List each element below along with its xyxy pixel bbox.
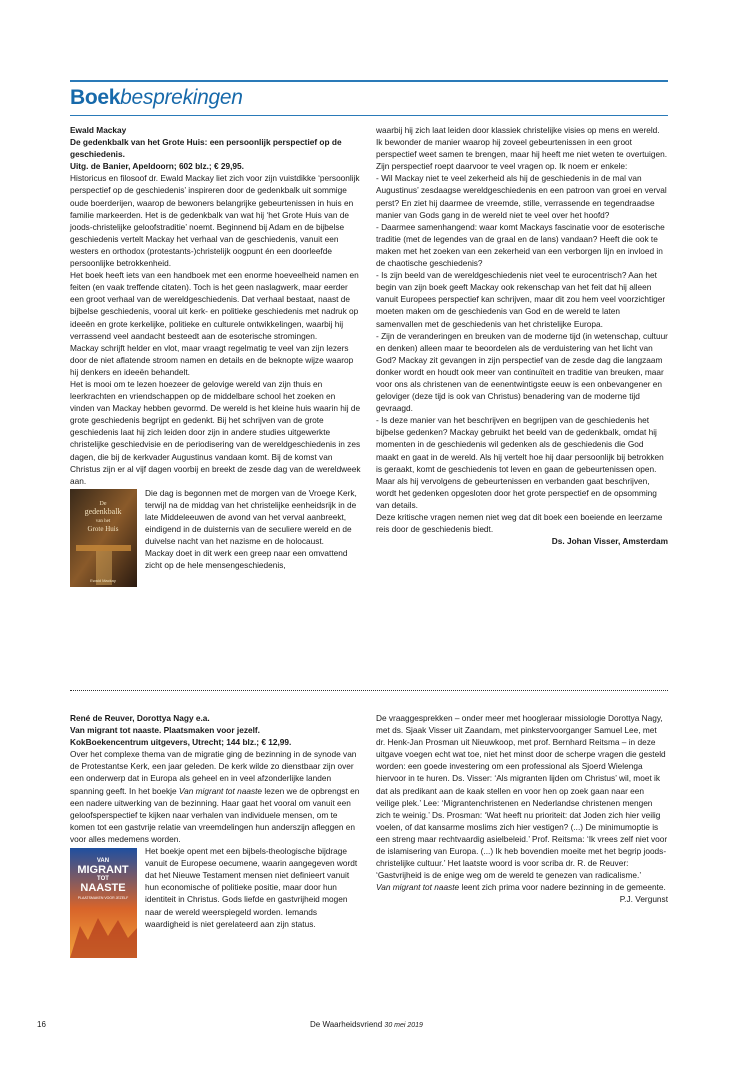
review2-paragraph: Het boekje opent met een bijbels-theologische bijdrage vanuit de Europese oecumene, waarin aangegeven wordt dat het Nieuwe Testament mensen niet definieert vanuit hun economische of politieke positie, maar door hun identiteit in Christus. Gods liefde en gastvrijheid mogen naar de wereld weerspiegeld worden. Iemands waardigheid is niet gerelateerd aan zijn status. [145, 846, 358, 929]
review1-paragraph: Mackay schrijft helder en vlot, maar vraagt regelmatig te veel van zijn lezers door de niet aflatende stroom namen en details en de beknopte wijze waarop hij denkers en ideeën behandelt. [70, 342, 354, 377]
review1-author: Ewald Mackay [70, 125, 127, 135]
cover1-line4: Grote Huis [87, 524, 119, 533]
review2-paragraph: De vraaggesprekken – onder meer met hoogleraar missiologie Dorottya Nagy, met ds. Sjaak Visser uit Zaandam, met pinkstervoorganger Samuel Lee, met dr. Henk-Jan Prosman uit Nieuwkoop, met prof. Bernhard Reitsma – in deze uitgave voegen echt wat toe, niet het minst door de scherpe vragen die gesteld worden: een goede investering om een professional als Sjoerd Wielenga hiervoor in te huren. Ds. Visser: ‘Als migranten lijden om Christus’ wil, moet ik dat als predikant aan de kaak stellen en voor hen op zoek gaan naar een veilige plek.’ Lee: ‘Migrantenchristenen en Nederlandse christenen mengen zich te weinig.’ Ds. Prosman: ‘Wat heeft nu prioriteit: dat Joden zich hier veilig voelen, of dat kansarme moslims zich hier vestigen? (...) De minimumoptie is een streng maar rechtvaardig asielbeleid.’ Prof. Reitsma: ‘Ik vrees zelf niet voor de islamisering van Europa. (...) Ik heb bovendien moeite met het begrip joods-christelijke cultuur.’ Het laatste woord is voor scriba dr. R. de Reuver: ‘Gastvrijheid is de enige weg om de wereld te genezen van radicalisme.’ [376, 713, 668, 881]
cover1-line2: gedenkbalk [84, 506, 122, 516]
footer-magazine [310, 1020, 423, 1029]
review2-intro-booktitle: Van migrant tot naaste [178, 785, 263, 796]
issue-date: 30 mei 2019 [384, 1022, 423, 1029]
review2-closing-rest: leent zich prima voor nadere bezinning in de gemeente. [459, 882, 666, 893]
section-title-bold: Boek [70, 86, 121, 109]
review1-paragraph: waarbij hij zich laat leiden door klassiek christelijke visies op mens en wereld. Ik bewonder de manier waarop hij zoveel gebeurtenissen in een groot perspectief weet samen te brengen, maar hij heeft me niet weten te overtuigen. Zijn perspectief roept daarvoor te veel vragen op. Ik noem er enkele: [376, 125, 668, 172]
review2-intro [70, 748, 361, 845]
review1-publisher: Uitg. de Banier, Apeldoorn; 602 blz.; € 29,95. [70, 161, 244, 172]
review2-closing [376, 881, 668, 893]
review1-title: De gedenkbalk van het Grote Huis: een persoonlijk perspectief op de geschiedenis. [70, 137, 342, 160]
review2-closing-booktitle: Van migrant tot naaste [376, 882, 460, 893]
review2-author: René de Reuver, Dorottya Nagy e.a. [70, 713, 210, 723]
review1-paragraph: Deze kritische vragen nemen niet weg dat dit boek een boeiende en leerzame reis door de geschiedenis biedt. [376, 512, 663, 535]
section-title-italic: besprekingen [120, 86, 243, 109]
cover1-line1: De [99, 500, 107, 507]
review1-paragraph: - Wil Mackay niet te veel zekerheid als hij de geschiedenis in de mal van Augustinus’ zesdaagse wereldgeschiedenis en een patroon van groei en verval perst? En ziet hij daarmee de vreemde, stille, verrassende en tegendraadse manier van Gods gang in de wereld niet te veel over het hoofd? [376, 173, 667, 220]
cover1-author: Ewald Mackay [90, 577, 116, 583]
review1-signature: Ds. Johan Visser, Amsterdam [551, 536, 668, 547]
header-rule-bottom [70, 115, 668, 116]
review2-intro-part: Over het complexe thema van de migratie ging de bezinning in de synode van de Protestantse Kerk, een jaar geleden. De kerk wilde zo dienstbaar zijn over een onderwerp dat in Europa als geheel en in veel afzonderlijke landen spanning geeft. In het boekje [70, 749, 357, 796]
review2-signature: P.J. Vergunst [619, 894, 668, 905]
review2-title: Van migrant tot naaste. Plaatsmaken voor jezelf. [70, 725, 260, 736]
header-rule-top [70, 80, 668, 82]
cover1-line3: van het [95, 518, 111, 524]
review1-paragraph: - Is deze manier van het beschrijven en begrijpen van de geschiedenis het bijbelse gedenken? Mackay gebruikt het beeld van de gedenkbalk, omdat hij momenten in de geschiedenis wil gedenken als de geschiedenis die God maakt en gaat in de wereld. Als hij vertelt hoe hij daar persoonlijk bij betrokken is geraakt, komt de geschiedenis tot leven en gaan de gebeurtenissen open. Maar als hij vervolgens de gebeurtenissen en verbanden gaat beschrijven, wordt het gedenken opgesloten door het grote perspectief en de opsomming van details. [376, 415, 664, 510]
review2-intro-part: lezen we de opbrengst en een nadere uitwerking van de bezinning. Haar gaat het vooral om vanuit een geloofsperspectief te kijken naar verhalen van individuele mensen, om te komen tot een gastvrije relatie van vreemdelingen hun anderszijn afleggen en voor alles medemens worden. [70, 785, 360, 844]
review1-paragraph: Historicus en filosoof dr. Ewald Mackay liet zich voor zijn vuistdikke ‘persoonlijk perspectief op de geschiedenis’ inspireren door de gedenkbalk uit sommige oude boerderijen, waarop de bewoners belangrijke gebeurtenissen in huis en familie markeerden. Het is de gedenkbalk van wat hij ‘het Grote Huis van de joods-christelijke geloofstraditie’ noemt. Beginnend bij Adam en de bijbelse geschiedenis vertelt Mackay het verhaal van de geschiedenis, vanuit een westers en orthodox (protestants-)christelijk oogpunt én een doorleefde persoonlijke betrokkenheid. [70, 173, 360, 269]
cover2-line4: NAASTE [80, 882, 126, 895]
review2-right-column [376, 712, 668, 906]
review1-paragraph: Het boek heeft iets van een handboek met een enorme hoeveelheid namen en feiten (en vaak treffende citaten). Toch is het geen naslagwerk, maar eerder een groot verhaal van de wereldgeschiedenis. Dat verhaal bestaat, naast de bijbelse geschiedenis, vooral uit kerk- en politieke geschiedenis met nadruk op ideeën en grote kerkelijke, politieke en culturele ontwikkelingen, waarbij hij verrassend veel aandacht besteedt aan de esoterische stromingen. [70, 270, 359, 341]
cover2-line3: TOT [97, 876, 109, 883]
review1-paragraph: Die dag is begonnen met de morgen van de Vroege Kerk, terwijl na de middag van het christelijke eenheidsrijk in de late Middeleeuwen de avond van het verval aanbreekt, eindigend in de duisternis van de seculiere wereld en de duivelse nacht van het nazisme en de holocaust. [145, 487, 357, 547]
cover2-line2: MIGRANT [77, 864, 129, 877]
page-number: 16 [37, 1020, 46, 1029]
review1-paragraph: - Zijn de veranderingen en breuken van de moderne tijd (in wetenschap, cultuur en denken) alleen maar te beoordelen als de verduistering van het licht van God? Mackay zit gevangen in zijn perspectief van de zesde dag die langzaam donker wordt en houdt ook meer van continuïteit en traditie van breuken, maar voor ons als christenen van de eenentwintigste eeuw is een onbevangener en geloviger (deze tijd is ook van Christus) benadering van de moderne tijd gevraagd. [376, 330, 668, 414]
review1-paragraph: Mackay doet in dit werk een greep naar een omvattend zicht op de hele mensengeschiedenis, [145, 548, 348, 571]
review1-right-column [376, 124, 668, 547]
book-cover-van-migrant [70, 848, 137, 961]
review2-publisher: KokBoekencentrum uitgevers, Utrecht; 144 blz.; € 12,99. [70, 737, 292, 748]
review1-paragraph: - Daarmee samenhangend: waar komt Mackays fascinatie voor de esoterische traditie (met de legendes van de graal en de lans) vandaan? Heeft die ook te maken met het zoeken van een zekerheid van een verborgen lijn en invloed in de chaotische geschiedenis? [376, 221, 665, 269]
cover2-line1: VAN [96, 858, 110, 865]
cover2-subtitle: PLAATSMAKEN VOOR JEZELF [77, 896, 129, 901]
magazine-name: De Waarheidsvriend [310, 1020, 383, 1029]
review2-left-column [70, 712, 361, 965]
review1-left-column [70, 124, 361, 594]
review1-paragraph: Het is mooi om te lezen hoezeer de gelovige wereld van zijn thuis en leerkrachten en vriendschappen op de middelbare school het zoeken en vinden van Mackay hebben gevormd. De wereld is het kleine huis waarin hij de grote geschiedenis begrijpt en gedenkt. Bij het schrijven van de grote geschiedenis laat hij zich leiden door zijn in andere studies uitgewerkte christelijke geschiedvisie en de periodisering van de wereldgeschiedenis in zes dagen, die bij de kerkvader Augustinus vandaan komt. Bij de komst van Christus zijn er al vijf dagen voorbij en breekt de zesde dag van de wereldweek aan. [70, 378, 361, 486]
review1-paragraph: - Is zijn beeld van de wereldgeschiedenis niet veel te eurocentrisch? Aan het begin van zijn boek geeft Mackay ook rekenschap van het feit dat hij alleen vanuit Europees perspectief kan schrijven, maar dit zou hem veel voorzichtiger moeten maken om de geschiedenis van God en de wereld te laten samenvallen met de geschiedenis van het christelijke Europa. [376, 270, 666, 329]
section-title [70, 86, 243, 110]
review-separator [70, 690, 668, 691]
book-cover-gedenkbalk [70, 489, 137, 590]
